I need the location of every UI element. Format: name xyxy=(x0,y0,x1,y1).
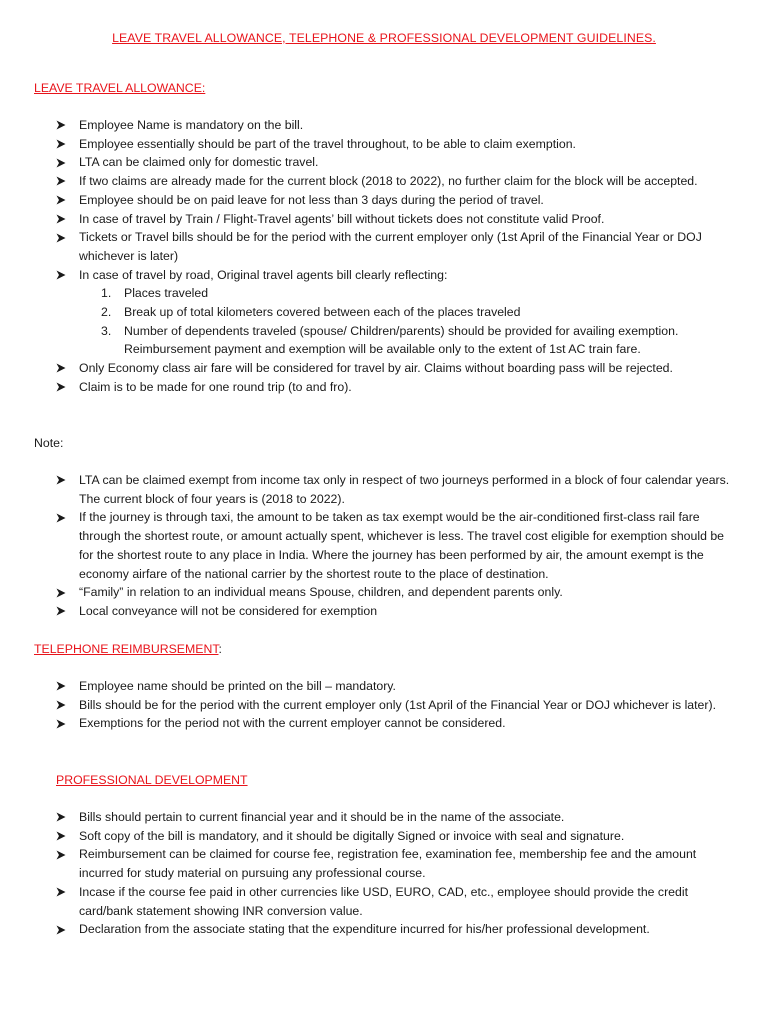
arrow-bullet-icon xyxy=(56,583,68,602)
list-item-text: Employee essentially should be part of the travel throughout, to be able to claim exemption. xyxy=(79,136,576,151)
lta-list xyxy=(0,116,768,397)
arrow-bullet-icon xyxy=(56,210,68,229)
lta-heading-text: LEAVE TRAVEL ALLOWANCE: xyxy=(34,81,206,95)
road-sublist xyxy=(79,284,734,359)
list-item-text: Soft copy of the bill is mandatory, and it should be digitally Signed or invoice with seal and signature. xyxy=(79,828,625,843)
arrow-bullet-icon xyxy=(56,677,68,696)
arrow-bullet-icon xyxy=(56,508,68,527)
arrow-bullet-icon xyxy=(56,153,68,172)
list-item-text: If two claims are already made for the current block (2018 to 2022), no further claim for the block will be accepted. xyxy=(79,174,698,189)
list-item-text: Bills should pertain to current financial year and it should be in the name of the associate. xyxy=(79,810,565,824)
telephone-heading xyxy=(34,640,222,659)
list-item xyxy=(0,153,768,172)
list-item-text: Incase if the course fee paid in other currencies like USD, EURO, CAD, etc., employee should provide the credit card/bank statement showing INR conversion value. xyxy=(79,884,688,918)
list-item-text: Local conveyance will not be considered for exemption xyxy=(79,603,378,618)
list-item xyxy=(0,583,768,602)
numbered-item xyxy=(79,322,734,359)
arrow-bullet-icon xyxy=(56,808,68,827)
arrow-bullet-icon xyxy=(56,471,68,490)
arrow-bullet-icon xyxy=(56,266,68,285)
list-item-text: Exemptions for the period not with the current employer cannot be considered. xyxy=(79,716,506,731)
list-item xyxy=(0,172,768,191)
arrow-bullet-icon xyxy=(56,378,68,397)
arrow-bullet-icon xyxy=(56,359,68,378)
arrow-bullet-icon xyxy=(56,191,68,210)
list-item-text: In case of travel by road, Original travel agents bill clearly reflecting: xyxy=(79,267,448,282)
list-item-text: Bills should be for the period with the current employer only (1st April of the Financial Year or DOJ whichever is later). xyxy=(79,697,717,712)
arrow-bullet-icon xyxy=(56,116,68,135)
lta-heading xyxy=(34,79,205,98)
list-item-text: Declaration from the associate stating that the expenditure incurred for his/her professional development. xyxy=(79,922,650,937)
list-item-text: LTA can be claimed only for domestic travel. xyxy=(79,155,319,170)
professional-heading xyxy=(56,771,248,790)
list-item xyxy=(0,228,768,265)
numbered-item xyxy=(79,303,734,322)
list-item xyxy=(0,116,768,135)
list-item xyxy=(0,471,768,508)
list-item xyxy=(0,210,768,229)
list-item xyxy=(0,378,768,397)
numbered-item-text: Places traveled xyxy=(124,286,209,301)
list-item xyxy=(0,808,768,827)
arrow-bullet-icon xyxy=(56,845,68,864)
list-item-text: Employee should be on paid leave for not less than 3 days during the period of travel. xyxy=(79,192,544,207)
list-item xyxy=(0,266,768,360)
arrow-bullet-icon xyxy=(56,920,68,939)
item-number: 2. xyxy=(101,305,112,320)
list-item-text: Tickets or Travel bills should be for the period with the current employer only (1st April of the Financial Year or DOJ whichever is later) xyxy=(79,230,702,263)
list-item xyxy=(0,845,768,882)
arrow-bullet-icon xyxy=(56,883,68,902)
arrow-bullet-icon xyxy=(56,228,68,247)
list-item-text: Employee Name is mandatory on the bill. xyxy=(79,118,304,132)
list-item-text: Reimbursement can be claimed for course fee, registration fee, examination fee, membership fee and the amount incurred for study material on pursuing any professional course. xyxy=(79,847,697,881)
professional-list xyxy=(0,808,768,939)
arrow-bullet-icon xyxy=(56,602,68,621)
list-item xyxy=(0,359,768,378)
item-number: 1. xyxy=(101,286,112,301)
telephone-heading-text: TELEPHONE REIMBURSEMENT xyxy=(34,642,219,656)
numbered-item-text: Break up of total kilometers covered between each of the places traveled xyxy=(124,305,521,320)
arrow-bullet-icon xyxy=(56,135,68,154)
list-item xyxy=(0,714,768,733)
list-item xyxy=(0,508,768,583)
note-label: Note: xyxy=(34,436,64,450)
list-item xyxy=(0,920,768,939)
list-item-text: Claim is to be made for one round trip (to and fro). xyxy=(79,379,352,394)
list-item-text: Only Economy class air fare will be considered for travel by air. Claims without boarding pass will be rejected. xyxy=(79,361,673,376)
note-list xyxy=(0,471,768,621)
list-item xyxy=(0,602,768,621)
list-item xyxy=(0,677,768,696)
list-item-text: If the journey is through taxi, the amount to be taken as tax exempt would be the air-conditioned first-class rail fare through the shortest route, or amount actually spent, whichever is less. The travel cost eligible for exemption should be for the shortest route to any place in India. Where the journey has been performed by air, the amount exempt is the economy airfare of the national carrier by the shortest route to the place of destination. xyxy=(79,510,725,581)
page-title: LEAVE TRAVEL ALLOWANCE, TELEPHONE & PROFESSIONAL DEVELOPMENT GUIDELINES. xyxy=(112,31,656,45)
professional-heading-text: PROFESSIONAL DEVELOPMENT xyxy=(56,773,248,787)
arrow-bullet-icon xyxy=(56,172,68,191)
list-item-text: In case of travel by Train / Flight-Travel agents’ bill without tickets does not constitute valid Proof. xyxy=(79,211,605,226)
list-item xyxy=(0,696,768,715)
list-item xyxy=(0,883,768,920)
list-item-text: LTA can be claimed exempt from income tax only in respect of two journeys performed in a block of four calendar years. The current block of four years is (2018 to 2022). xyxy=(79,473,730,506)
telephone-heading-colon: : xyxy=(218,642,222,656)
numbered-item xyxy=(79,284,734,303)
list-item xyxy=(0,827,768,846)
numbered-item-text: Number of dependents traveled (spouse/ Children/parents) should be provided for availing exemption. Reimbursement payment and exemption will be available only to the extent of 1st AC train fare. xyxy=(124,323,679,357)
arrow-bullet-icon xyxy=(56,696,68,715)
item-number: 3. xyxy=(101,323,112,338)
telephone-list xyxy=(0,677,768,733)
list-item-text: “Family” in relation to an individual means Spouse, children, and dependent parents only. xyxy=(79,585,563,600)
arrow-bullet-icon xyxy=(56,714,68,733)
list-item xyxy=(0,135,768,154)
list-item xyxy=(0,191,768,210)
list-item-text: Employee name should be printed on the bill – mandatory. xyxy=(79,679,396,693)
arrow-bullet-icon xyxy=(56,827,68,846)
